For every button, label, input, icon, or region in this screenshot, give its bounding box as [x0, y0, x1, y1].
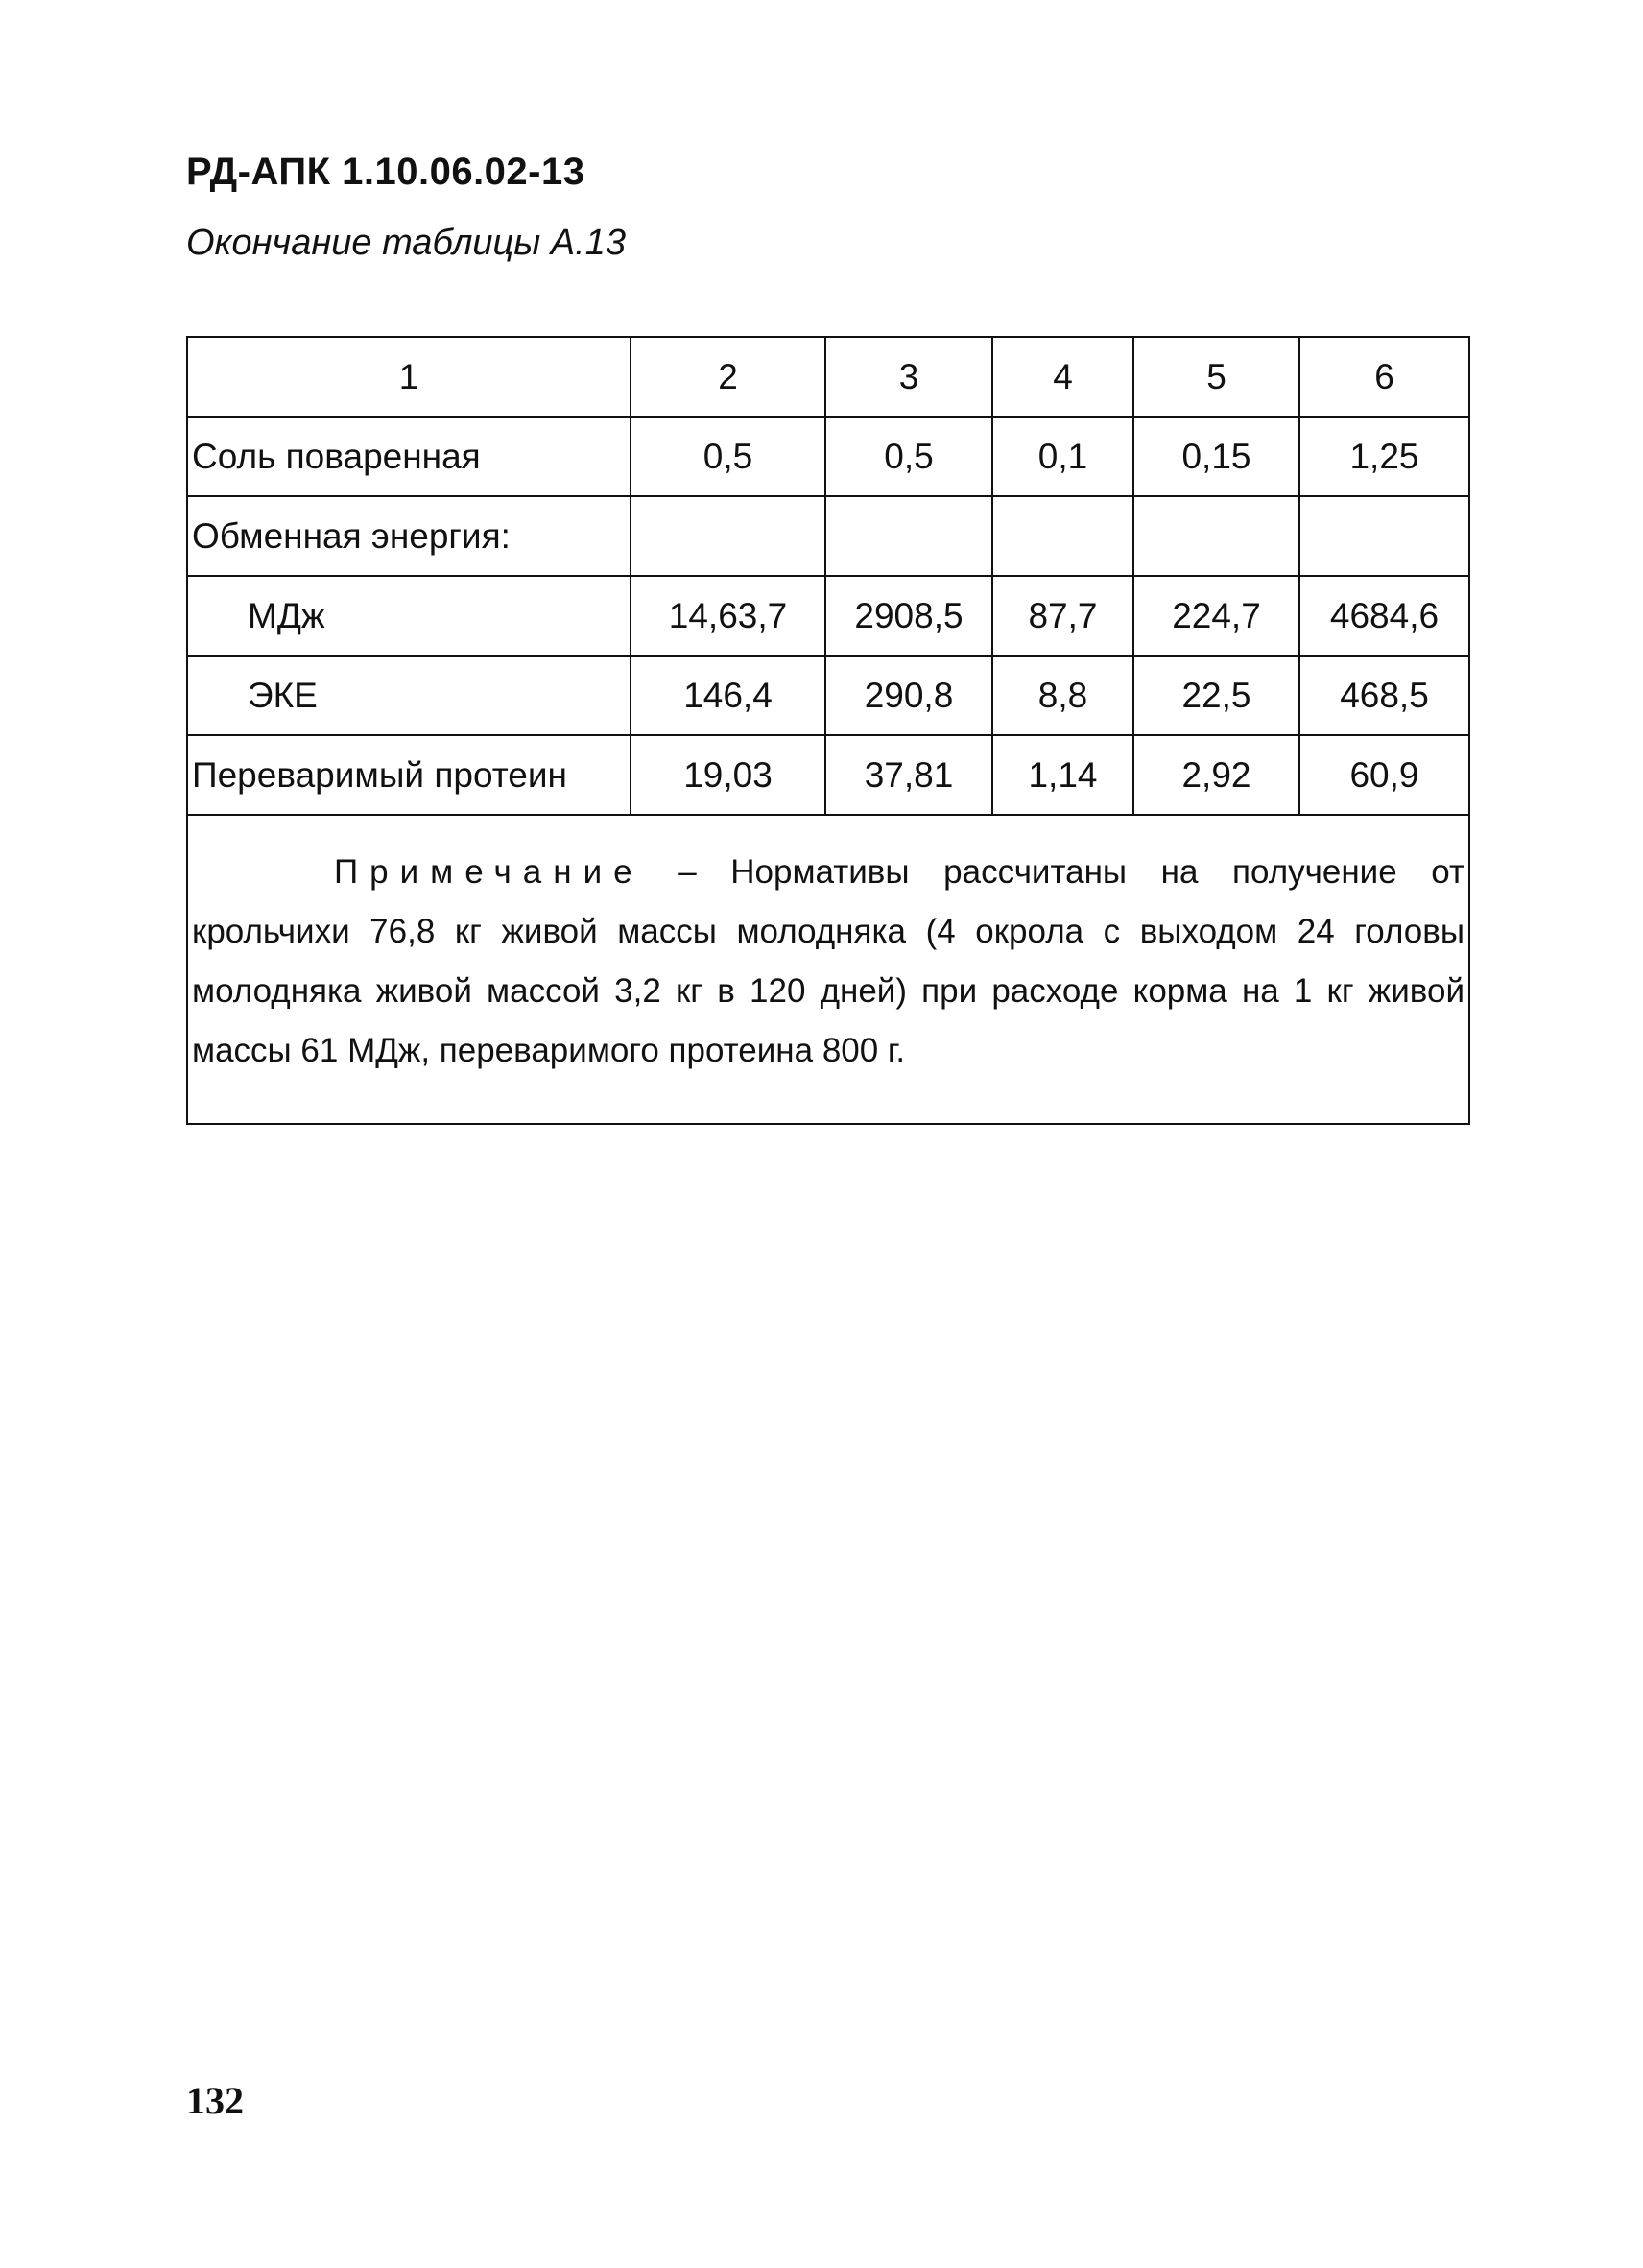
document-code: РД-АПК 1.10.06.02-13 [186, 151, 585, 193]
table-cell: 2908,5 [825, 576, 992, 656]
table-cell: 2,92 [1133, 735, 1299, 815]
row-label: МДж [187, 576, 631, 656]
row-label: Переваримый протеин [187, 735, 631, 815]
table-cell: 19,03 [631, 735, 825, 815]
table-row [187, 576, 1469, 656]
table-cell [1133, 496, 1299, 576]
table-cell: 87,7 [992, 576, 1133, 656]
note-label: Примечание [334, 853, 644, 891]
table-cell: 224,7 [1133, 576, 1299, 656]
table-row [187, 496, 1469, 576]
column-number-5: 5 [1133, 337, 1299, 417]
table-cell: 0,5 [631, 417, 825, 496]
table-cell [1299, 496, 1469, 576]
table-cell: 468,5 [1299, 656, 1469, 735]
table-cell: 0,1 [992, 417, 1133, 496]
table-cell: 1,25 [1299, 417, 1469, 496]
table-row [187, 735, 1469, 815]
column-number-4: 4 [992, 337, 1133, 417]
table-cell [631, 496, 825, 576]
table-cell: 290,8 [825, 656, 992, 735]
table-note-row [187, 815, 1469, 1124]
table-header-row [187, 337, 1469, 417]
table-cell: 14,63,7 [631, 576, 825, 656]
page-number: 132 [186, 2079, 244, 2122]
row-label: ЭКЕ [187, 656, 631, 735]
table-cell: 146,4 [631, 656, 825, 735]
row-label: Обменная энергия: [187, 496, 631, 576]
table-cell: 1,14 [992, 735, 1133, 815]
column-number-1: 1 [187, 337, 631, 417]
table-cell: 4684,6 [1299, 576, 1469, 656]
column-number-3: 3 [825, 337, 992, 417]
table-row [187, 417, 1469, 496]
table-cell [825, 496, 992, 576]
column-number-6: 6 [1299, 337, 1469, 417]
table-cell: 37,81 [825, 735, 992, 815]
table-note [187, 815, 1469, 1124]
table-cell: 8,8 [992, 656, 1133, 735]
table-cell: 0,15 [1133, 417, 1299, 496]
table-cell: 22,5 [1133, 656, 1299, 735]
data-table [186, 336, 1470, 1125]
column-number-2: 2 [631, 337, 825, 417]
table-cell [992, 496, 1133, 576]
note-text: – Нормативы рассчитаны на получение от крольчихи 76,8 кг живой массы молодняка (4 окрола с выходом 24 головы молодняка живой массой 3,2 кг в 120 дней) при расходе корма на 1 кг живой массы 61 МДж, переваримого протеина 800 г. [192, 853, 1464, 1069]
row-label: Соль поваренная [187, 417, 631, 496]
table-caption: Окончание таблицы А.13 [186, 223, 626, 263]
table-cell: 0,5 [825, 417, 992, 496]
table-row [187, 656, 1469, 735]
table-cell: 60,9 [1299, 735, 1469, 815]
